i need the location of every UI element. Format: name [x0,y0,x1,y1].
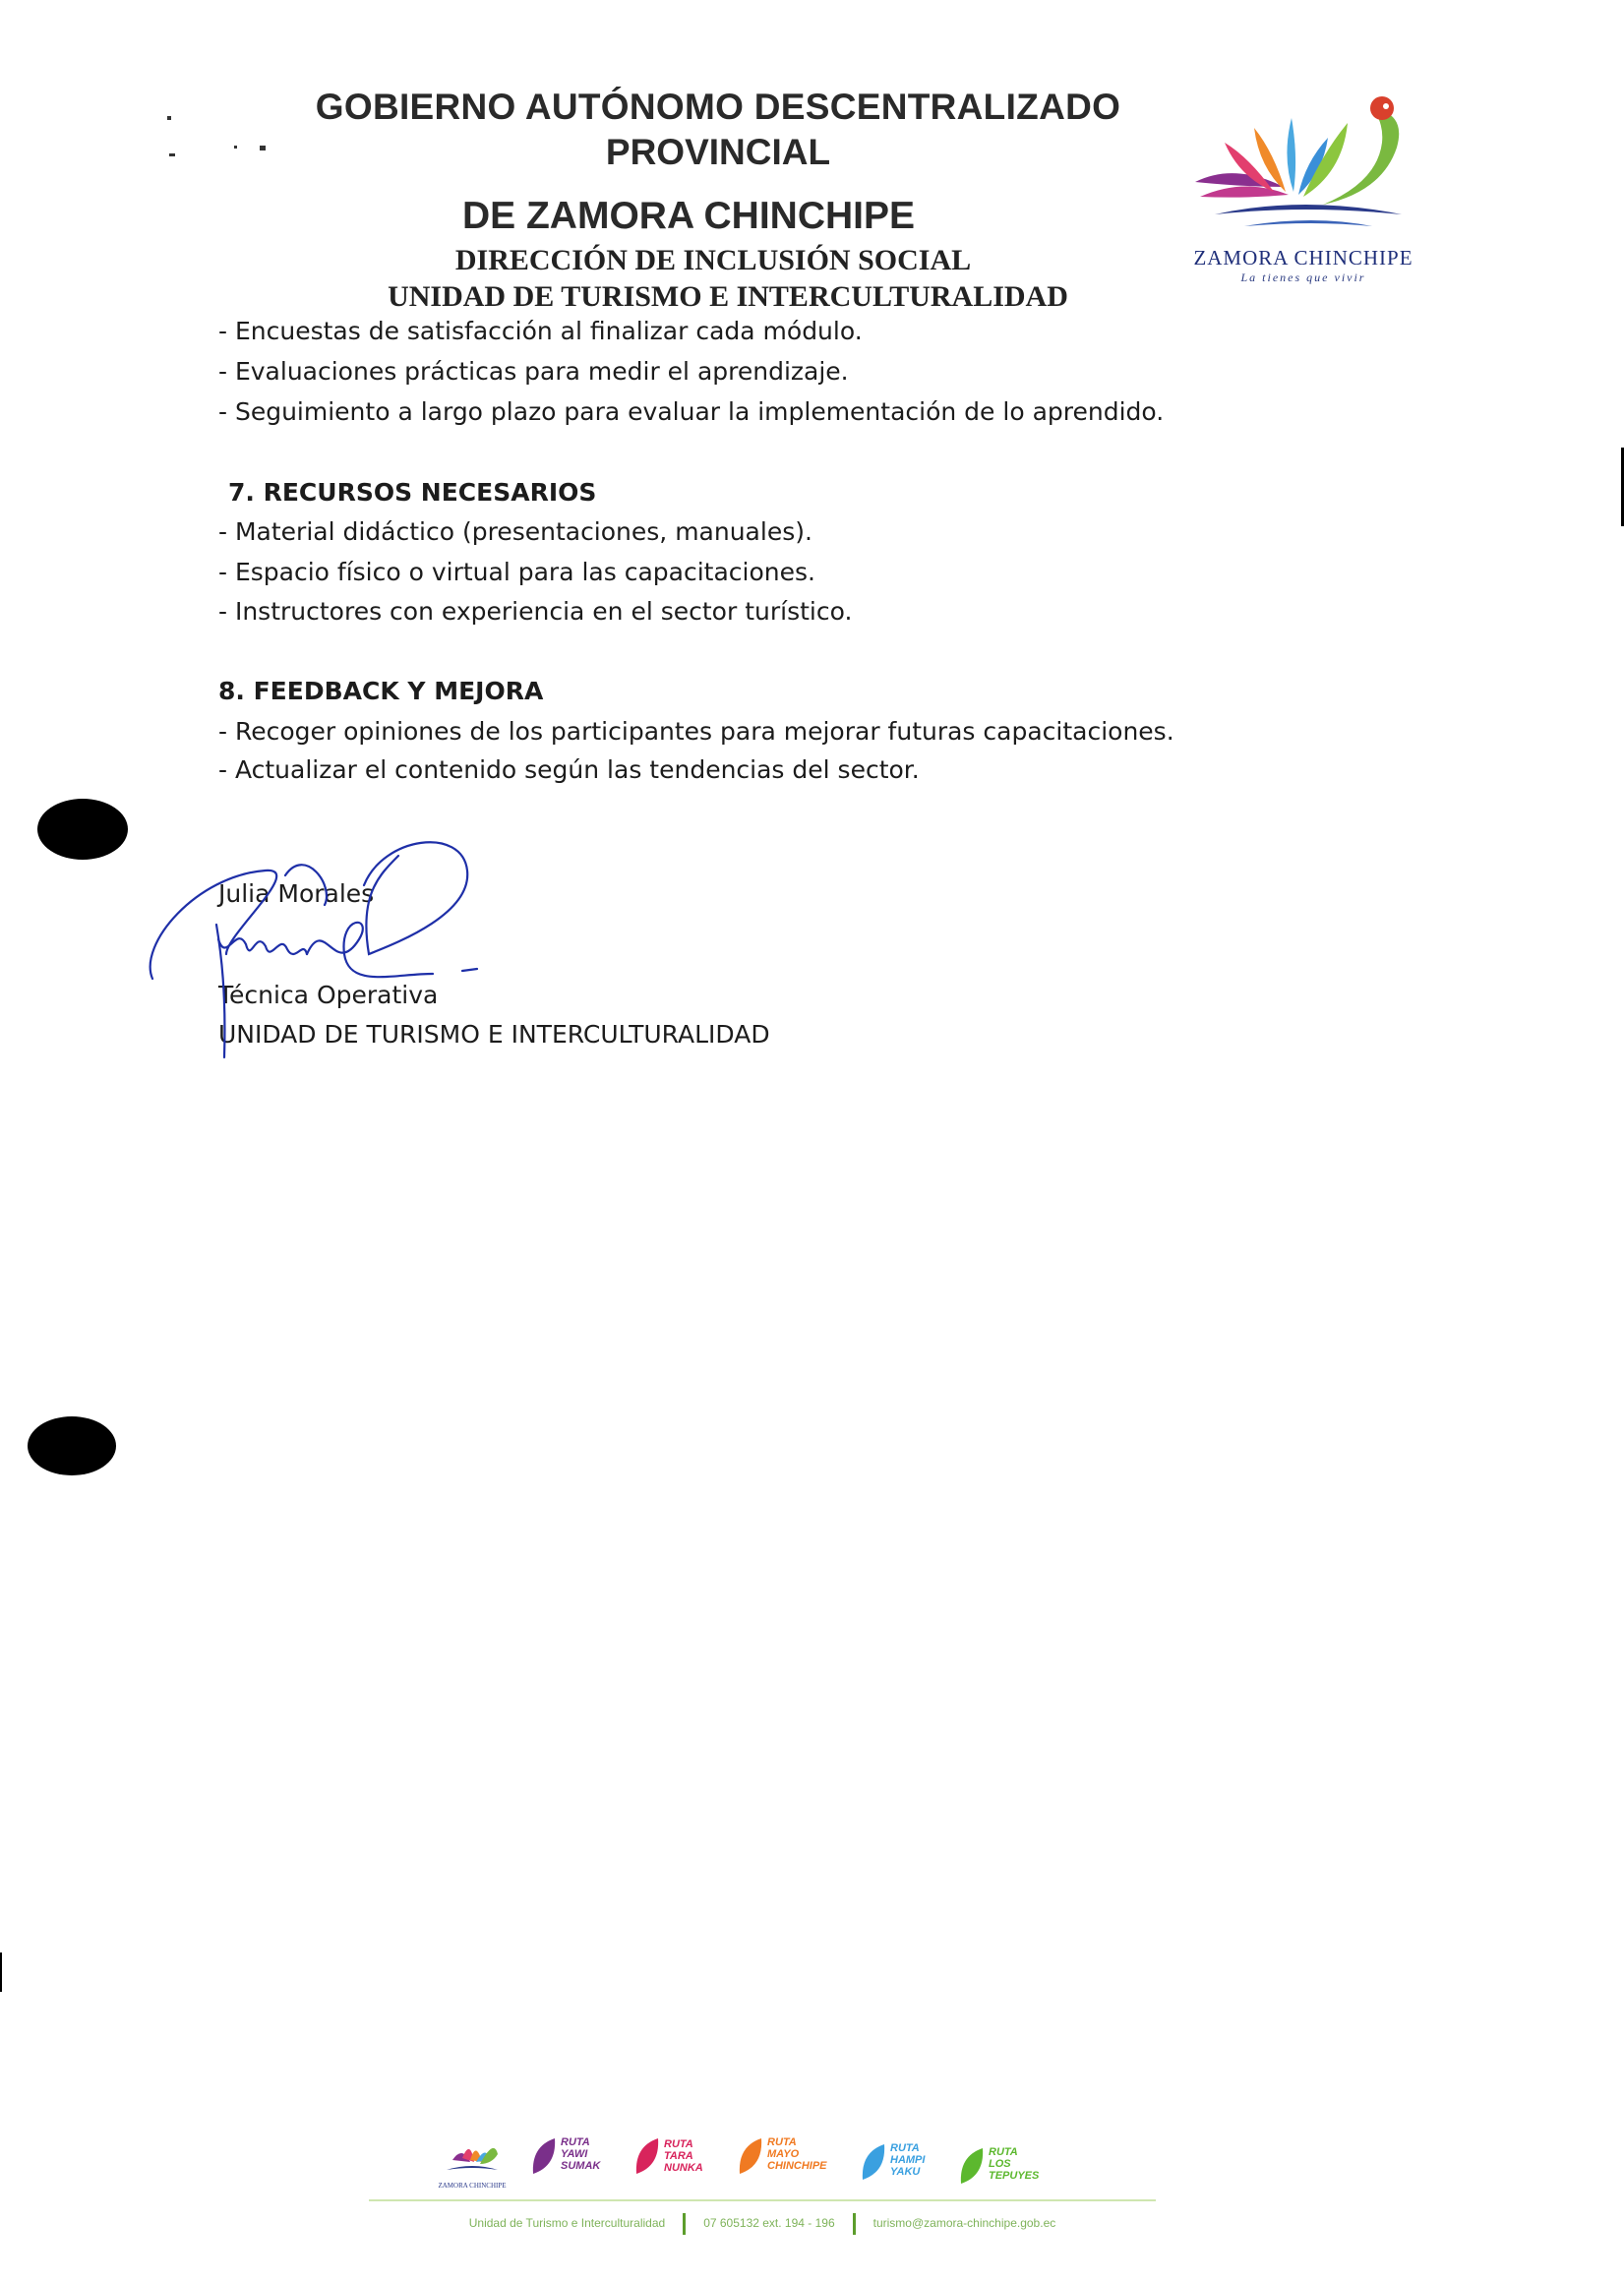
section-7-title: 7. RECURSOS NECESARIOS [228,478,597,507]
route-leaf-icon [957,2146,987,2186]
header-title-line3: DE ZAMORA CHINCHIPE [461,195,916,237]
footer-logo-name: ZAMORA CHINCHIPE [438,2182,507,2190]
route-leaf-icon [632,2136,662,2176]
scan-speck [167,116,171,120]
route-hampi-yaku: RUTA HAMPI YAKU [890,2142,926,2178]
redaction-blot [37,799,128,860]
handwritten-signature [138,816,511,1111]
signatory-name: Julia Morales [218,879,375,908]
scan-speck [260,146,266,150]
footer-email[interactable]: turismo@zamora-chinchipe.gob.ec [872,2216,1056,2231]
route-tara-nunka: RUTA TARA NUNKA [664,2138,703,2174]
route-leaf-icon [529,2136,559,2176]
footer-phone: 07 605132 ext. 194 - 196 [703,2216,835,2231]
footer-contact [369,2213,1156,2235]
zamora-chinchipe-logo-icon [1175,89,1431,246]
footer-logo-strip [433,2125,1062,2203]
resource-item: - Material didáctico (presentaciones, manuales). [218,517,812,546]
route-leaf-icon [736,2136,765,2176]
route-leaf-icon [859,2142,888,2182]
footer-separator [683,2213,686,2235]
header-unit: UNIDAD DE TURISMO E INTERCULTURALIDAD [388,280,1068,313]
footer-unit: Unidad de Turismo e Interculturalidad [468,2216,666,2231]
zamora-chinchipe-small-logo-icon [433,2131,511,2180]
scan-edge-mark [0,1952,2,1992]
footer-divider [369,2199,1156,2201]
eval-item: - Seguimiento a largo plazo para evaluar la implementación de lo aprendido. [218,397,1165,426]
route-los-tepuyes: RUTA LOS TEPUYES [989,2146,1040,2182]
header-title-line2: PROVINCIAL [605,132,831,172]
eval-item: - Evaluaciones prácticas para medir el aprendizaje. [218,357,849,386]
logo-tagline: La tienes que vivir [1240,270,1366,284]
header-title-line1: GOBIERNO AUTÓNOMO DESCENTRALIZADO [315,87,1121,127]
footer-separator [853,2213,856,2235]
route-mayo-chinchipe: RUTA MAYO CHINCHIPE [767,2136,827,2172]
feedback-item: - Recoger opiniones de los participantes para mejorar futuras capacitaciones. [218,717,1174,746]
eval-item: - Encuestas de satisfacción al finalizar cada módulo. [218,317,863,345]
feedback-item: - Actualizar el contenido según las tendencias del sector. [218,755,920,784]
header-direction: DIRECCIÓN DE INCLUSIÓN SOCIAL [454,244,972,276]
signatory-unit: UNIDAD DE TURISMO E INTERCULTURALIDAD [218,1020,770,1049]
route-yawi-sumak: RUTA YAWI SUMAK [561,2136,601,2172]
resource-item: - Instructores con experiencia en el sector turístico. [218,597,853,626]
signatory-role: Técnica Operativa [218,981,439,1009]
logo-name: ZAMORA CHINCHIPE [1193,246,1413,270]
resource-item: - Espacio físico o virtual para las capacitaciones. [218,558,815,586]
scan-speck [234,146,237,149]
scan-speck [169,153,175,156]
section-8-title: 8. FEEDBACK Y MEJORA [218,677,544,705]
redaction-blot [28,1416,116,1475]
